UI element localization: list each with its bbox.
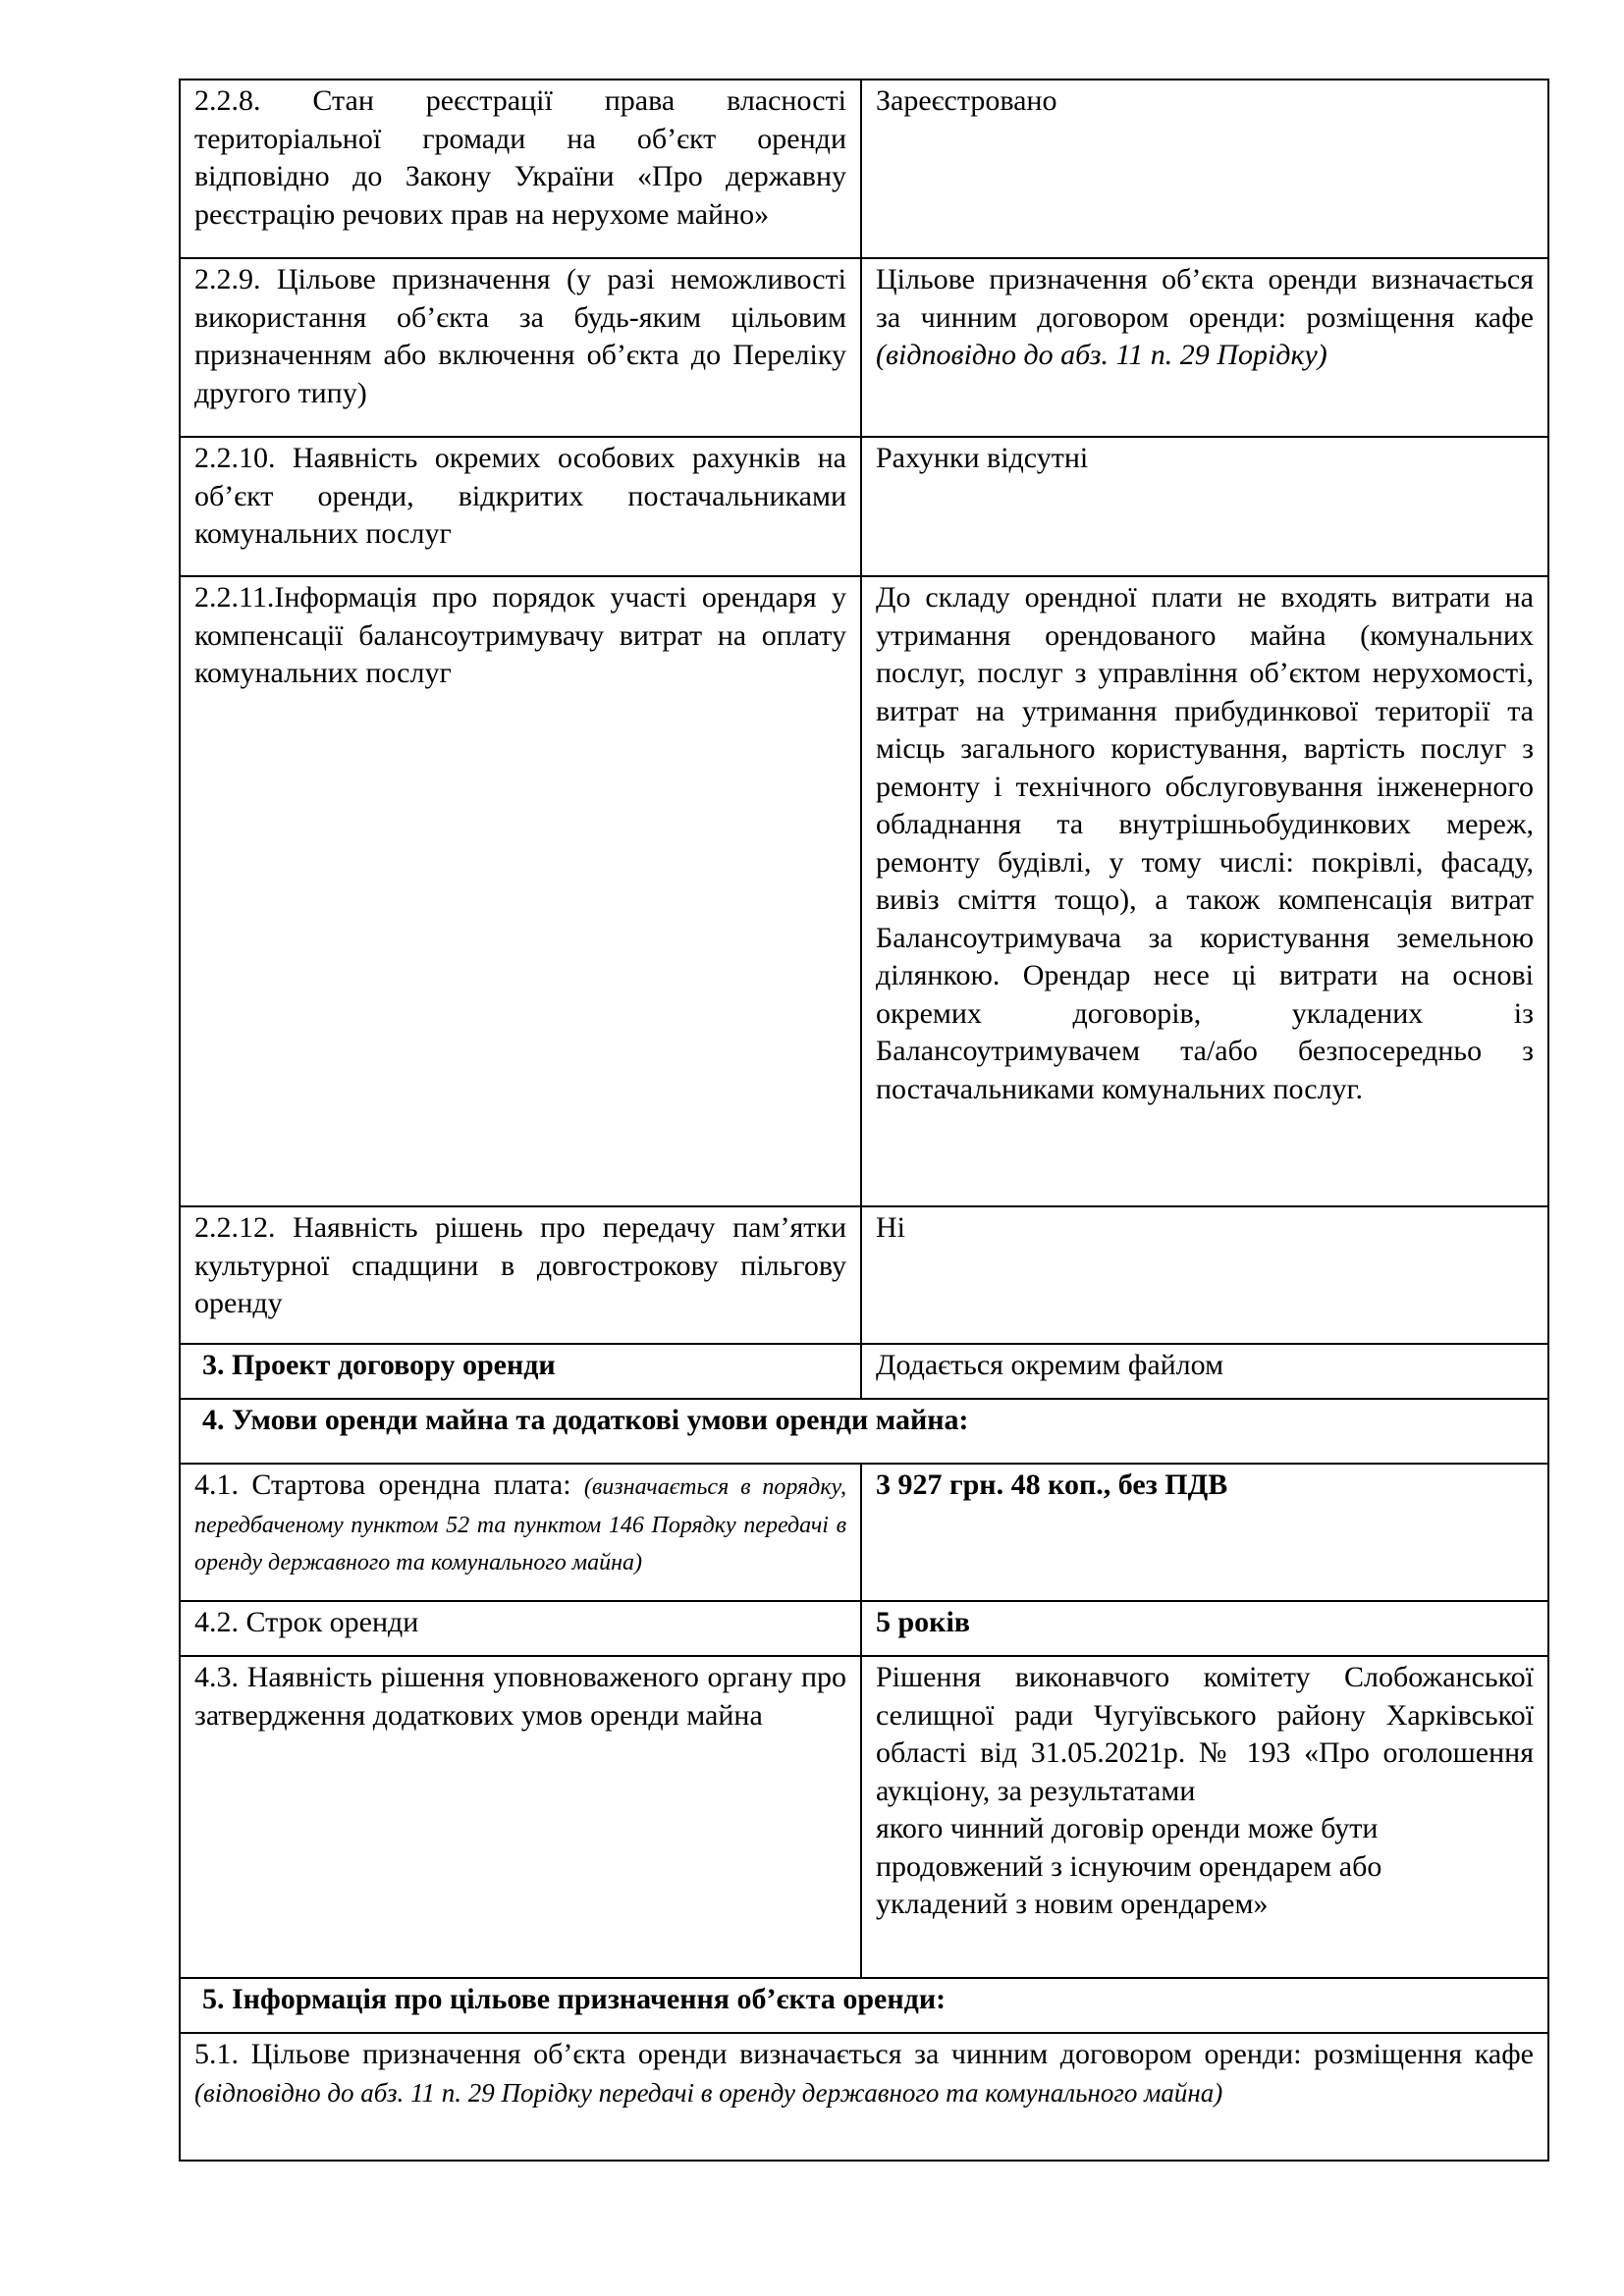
row-value: 5 років bbox=[861, 1601, 1548, 1656]
row-label: 3. Проект договору оренди bbox=[180, 1344, 861, 1399]
row-value: До складу орендної плати не входять витрати на утримання орендованого майна (комунальних послуг, послуг з управління об’єктом нерухомості, витрат на утримання прибудинкової території та місць загального користування, вартість послуг з ремонту і технічного обслуговування інженерного обладнання та внутрішньобудинкових мереж, ремонту будівлі, у тому числі: покрівлі, фасаду, вивіз сміття тощо), а також компенсація витрат Балансоутримувача за користування земельною ділянкою. Орендар несе ці витрати на основі окремих договорів, укладених із Балансоутримувачем та/або безпосередньо з постачальниками комунальних послуг. bbox=[861, 576, 1548, 1206]
table-row bbox=[180, 1601, 1548, 1656]
table-row bbox=[180, 258, 1548, 437]
row-label: 2.2.8. Стан реєстрації права власності територіальної громади на об’єкт оренди відповідно до Закону України «Про державну реєстрацію речових прав на нерухоме майно» bbox=[180, 80, 861, 258]
table-row bbox=[180, 80, 1548, 258]
row-value bbox=[861, 1656, 1548, 1978]
section-title: 4. Умови оренди майна та додаткові умови оренди майна: bbox=[180, 1399, 1548, 1464]
value-text: Цільове призначення об’єкта оренди визначається за чинним договором оренди: розміщення кафе bbox=[876, 263, 1534, 334]
value-line: якого чинний договір оренди може бути bbox=[876, 1812, 1379, 1844]
table-row bbox=[180, 1206, 1548, 1344]
section-header bbox=[180, 1978, 1548, 2033]
value-note: (відповідно до абз. 11 п. 29 Порідку) bbox=[876, 339, 1327, 371]
text: 5.1. Цільове призначення об’єкта оренди визначається за чинним договором оренди: розміщення кафе bbox=[194, 2038, 1534, 2070]
text-note: (відповідно до абз. 11 п. 29 Порідку передачі в оренду державного та комунального майна) bbox=[194, 2077, 1223, 2108]
row-value: Ні bbox=[861, 1206, 1548, 1344]
row-value: Зареєстровано bbox=[861, 80, 1548, 258]
row-label: 4.3. Наявність рішення уповноваженого органу про затвердження додаткових умов оренди майна bbox=[180, 1656, 861, 1978]
value-line: продовжений з існуючим орендарем або bbox=[876, 1849, 1382, 1883]
value-text: Рішення виконавчого комітету Слобожанської селищної ради Чугуївського району Харківської області від 31.05.2021р. № 193 «Про оголошення аукціону, за результатами bbox=[876, 1661, 1534, 1807]
row-value: Рахунки відсутні bbox=[861, 437, 1548, 576]
row-label: 4.2. Строк оренди bbox=[180, 1601, 861, 1656]
value-line: укладений з новим орендарем» bbox=[876, 1888, 1269, 1920]
row-value: Додається окремим файлом bbox=[861, 1344, 1548, 1399]
row-label: 2.2.12. Наявність рішень про передачу пам’ятки культурної спадщини в довгострокову пільгову оренду bbox=[180, 1206, 861, 1344]
section-title: 5. Інформація про цільове призначення об’єкта оренди: bbox=[180, 1978, 1548, 2033]
auction-conditions-table bbox=[179, 79, 1549, 2162]
row-label: 2.2.11.Інформація про порядок участі орендаря у компенсації балансоутримувачу витрат на оплату комунальних послуг bbox=[180, 576, 861, 1206]
row-value bbox=[861, 258, 1548, 437]
table-row bbox=[180, 2033, 1548, 2161]
section-header bbox=[180, 1399, 1548, 1464]
row-label: 2.2.10. Наявність окремих особових рахунків на об’єкт оренди, відкритих постачальниками комунальних послуг bbox=[180, 437, 861, 576]
label-text: 4.1. Стартова орендна плата: bbox=[194, 1468, 584, 1501]
table-row bbox=[180, 1344, 1548, 1399]
row-text bbox=[180, 2033, 1548, 2161]
row-value: 3 927 грн. 48 коп., без ПДВ bbox=[861, 1464, 1548, 1601]
row-label bbox=[180, 1464, 861, 1601]
label-note: (визначається в порядку, передбаченому пунктом 52 та пунктом 146 Порядку передачі в оренду державного та комунального майна) bbox=[194, 1474, 846, 1575]
table-row bbox=[180, 576, 1548, 1206]
table-row bbox=[180, 437, 1548, 576]
table-row bbox=[180, 1464, 1548, 1601]
table-row bbox=[180, 1656, 1548, 1978]
row-label: 2.2.9. Цільове призначення (у разі неможливості використання об’єкта за будь-яким цільовим призначенням або включення об’єкта до Переліку другого типу) bbox=[180, 258, 861, 437]
